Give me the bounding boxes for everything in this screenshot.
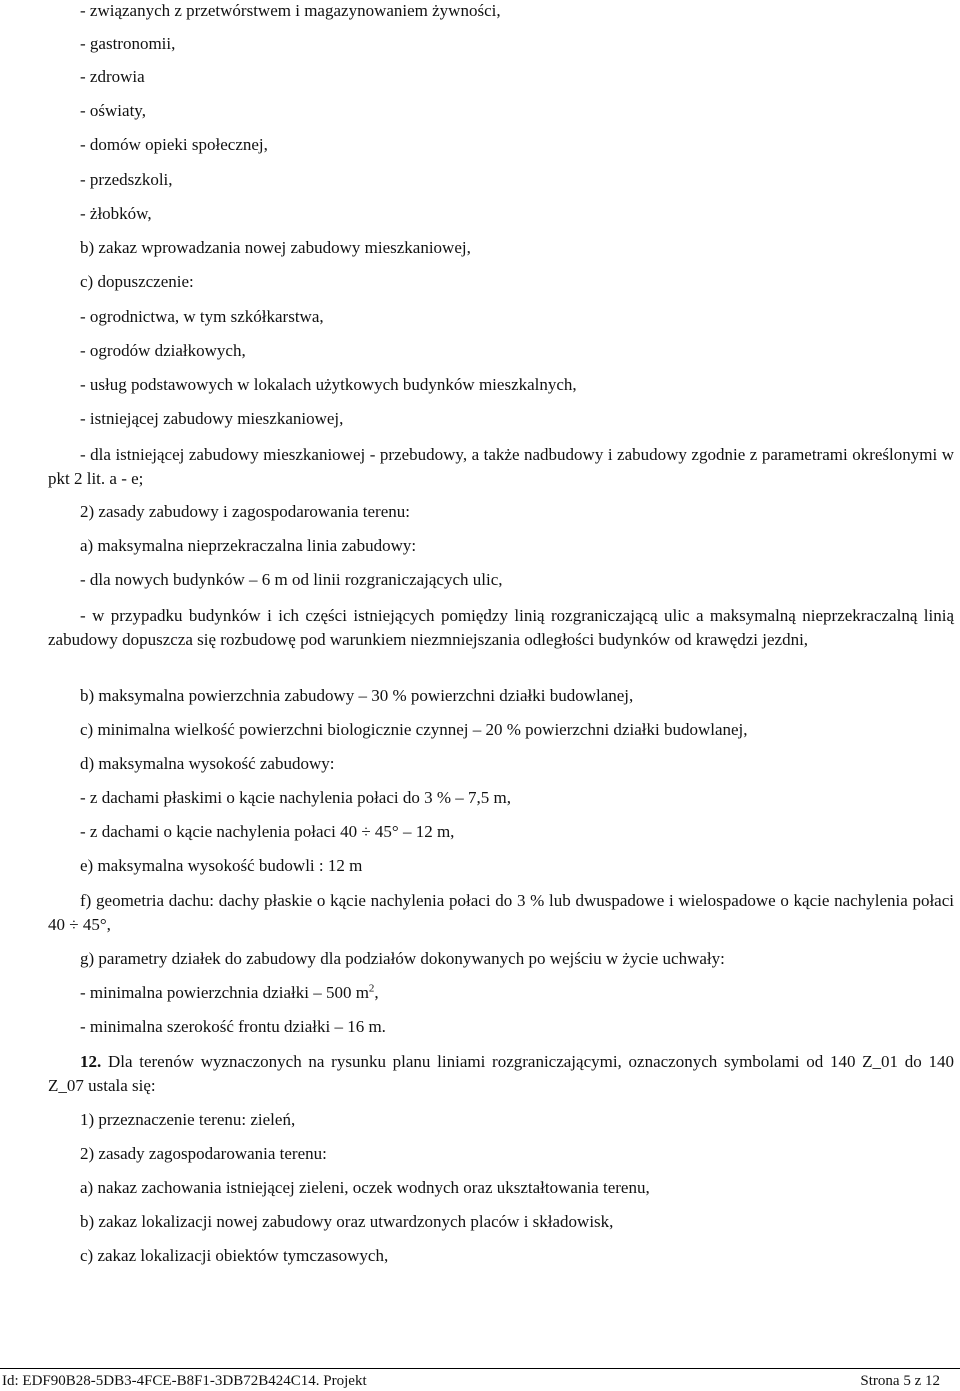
list-item: c) minimalna wielkość powierzchni biologicznie czynnej – 20 % powierzchni działki budowlanej, xyxy=(80,720,748,739)
paragraph: - w przypadku budynków i ich części istniejących pomiędzy linią rozgraniczającą ulic a maksymalną nieprzekraczalną linią zabudowy dopuszcza się rozbudowę pod warunkiem niezmniejszania odległości budynków od krawędzi jezdni, xyxy=(48,606,954,649)
list-item: - z dachami płaskimi o kącie nachylenia połaci do 3 % – 7,5 m, xyxy=(80,788,512,807)
min-area-comma: , xyxy=(374,983,379,1002)
list-item: d) maksymalna wysokość zabudowy: xyxy=(80,754,335,773)
paragraph-12 xyxy=(48,1050,954,1097)
list-item: - gastronomii, xyxy=(80,34,176,53)
list-item: g) parametry działek do zabudowy dla podziałów dokonywanych po wejściu w życie uchwały: xyxy=(80,949,725,968)
superscript: 2 xyxy=(368,982,375,995)
list-item: 1) przeznaczenie terenu: zieleń, xyxy=(80,1110,296,1129)
list-item: - żłobków, xyxy=(80,204,152,223)
list-item xyxy=(80,982,379,1004)
list-item: - istniejącej zabudowy mieszkaniowej, xyxy=(80,409,344,428)
list-item: - z dachami o kącie nachylenia połaci 40 ÷ 45° – 12 m, xyxy=(80,822,455,841)
list-item: c) zakaz lokalizacji obiektów tymczasowych, xyxy=(80,1246,389,1265)
list-item: 2) zasady zagospodarowania terenu: xyxy=(80,1144,327,1163)
paragraph: f) geometria dachu: dachy płaskie o kącie nachylenia połaci do 3 % lub dwuspadowe i wielospadowe o kącie nachylenia połaci 40 ÷ 45°, xyxy=(48,891,954,934)
min-area-text: - minimalna powierzchnia działki – 500 m xyxy=(80,983,369,1002)
list-item: - zdrowia xyxy=(80,67,145,86)
paragraph-text: Dla terenów wyznaczonych na rysunku planu liniami rozgraniczającymi, oznaczonych symbolami od 140 Z_01 do 140 Z_07 ustala się: xyxy=(48,1052,954,1095)
footer-page-number: Strona 5 z 12 xyxy=(860,1373,940,1389)
footer-divider xyxy=(0,1368,960,1369)
list-item: - minimalna szerokość frontu działki – 16 m. xyxy=(80,1017,386,1036)
section-heading: 2) zasady zabudowy i zagospodarowania terenu: xyxy=(80,502,410,521)
list-item: - przedszkoli, xyxy=(80,170,173,189)
list-item: a) maksymalna nieprzekraczalna linia zabudowy: xyxy=(80,536,417,555)
list-item: c) dopuszczenie: xyxy=(80,272,194,291)
list-item: - związanych z przetwórstwem i magazynowaniem żywności, xyxy=(80,1,501,20)
list-item: - ogrodów działkowych, xyxy=(80,341,246,360)
list-item: b) zakaz lokalizacji nowej zabudowy oraz utwardzonych placów i składowisk, xyxy=(80,1212,614,1231)
list-item: b) zakaz wprowadzania nowej zabudowy mieszkaniowej, xyxy=(80,238,471,257)
list-item: - oświaty, xyxy=(80,101,146,120)
list-item: e) maksymalna wysokość budowli : 12 m xyxy=(80,856,363,875)
list-item: b) maksymalna powierzchnia zabudowy – 30 % powierzchni działki budowlanej, xyxy=(80,686,634,705)
list-item: - ogrodnictwa, w tym szkółkarstwa, xyxy=(80,307,324,326)
paragraph-number: 12. xyxy=(80,1052,102,1071)
list-item: - domów opieki społecznej, xyxy=(80,135,268,154)
list-item: a) nakaz zachowania istniejącej zieleni, oczek wodnych oraz ukształtowania terenu, xyxy=(80,1178,650,1197)
footer-document-id: Id: EDF90B28-5DB3-4FCE-B8F1-3DB72B424C14. Projekt xyxy=(2,1373,367,1389)
paragraph: - dla istniejącej zabudowy mieszkaniowej - przebudowy, a także nadbudowy i zabudowy zgodnie z parametrami określonymi w pkt 2 lit. a - e; xyxy=(48,445,954,488)
list-item: - usług podstawowych w lokalach użytkowych budynków mieszkalnych, xyxy=(80,375,577,394)
list-item: - dla nowych budynków – 6 m od linii rozgraniczających ulic, xyxy=(80,570,503,589)
